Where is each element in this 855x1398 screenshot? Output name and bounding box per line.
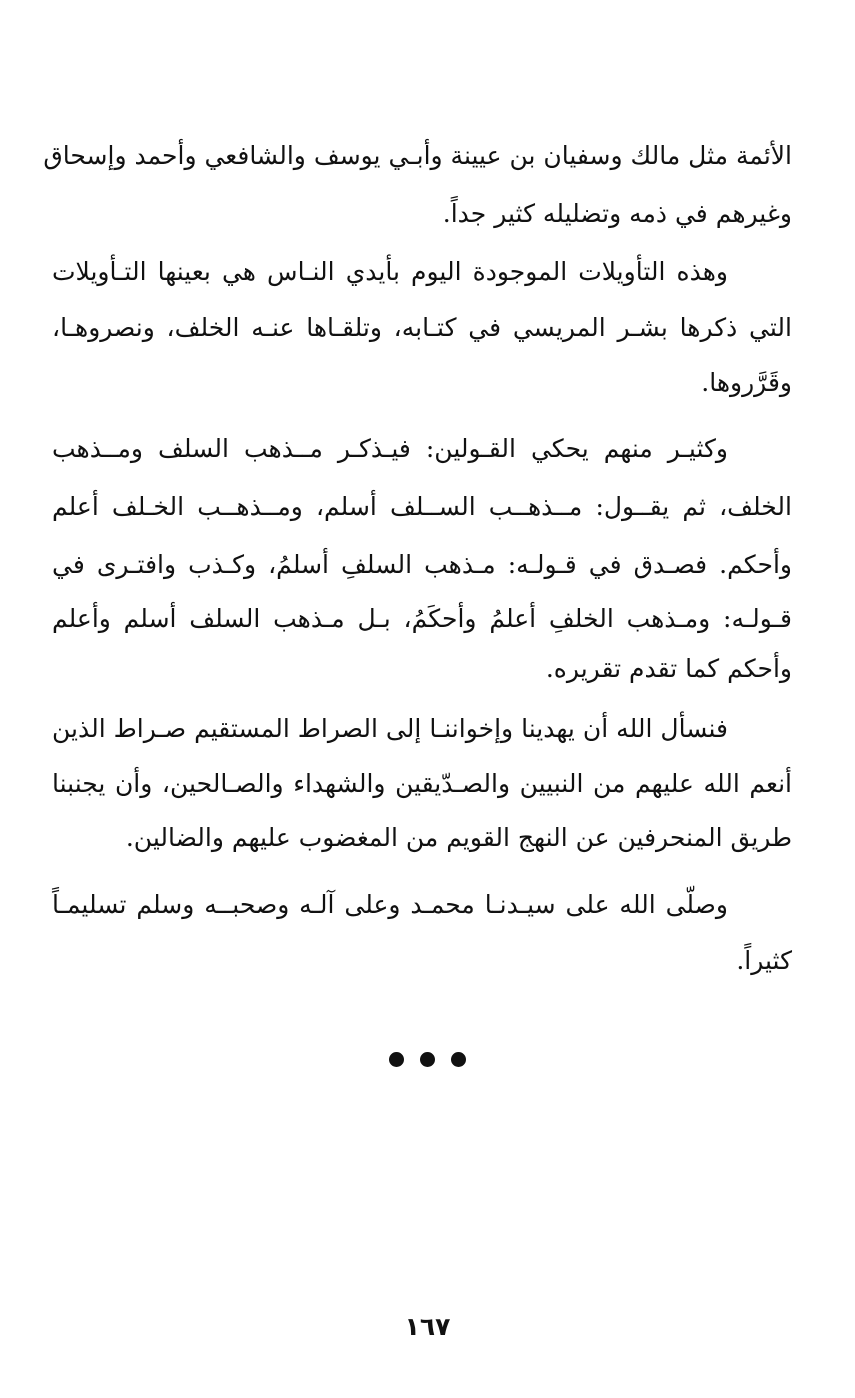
text-line: كثيراً. [736,946,792,975]
text-line: قـولـه: ومـذهب الخلفِ أعلمُ وأحكَمُ، بـل مـذهب السلف أسلم وأعلم [52,604,792,633]
text-line: وكثيـر منهم يحكي القـولين: فيـذكـر مــذهب السلف ومــذهب [52,434,728,463]
text-line: الأئمة مثل مالك وسفيان بن عيينة وأبـي يوسف والشافعي وأحمد وإسحاق [43,141,792,170]
text-line: أنعم الله عليهم من النبيين والصـدّيقين والشهداء والصـالحين، وأن يجنبنا [52,769,792,798]
page-number: ١٦٧ [404,1312,451,1341]
text-line: وقَرَّروها. [701,368,792,397]
text-line: التي ذكرها بشـر المريسي في كتـابه، وتلقـاها عنـه الخلف، ونصروهـا، [52,313,792,342]
separator-dot [389,1052,404,1067]
text-line: طريق المنحرفين عن النهج القويم من المغضوب عليهم والضالين. [125,823,792,852]
text-line: وصلّى الله على سيـدنـا محمـد وعلى آلـه وصحبــه وسلم تسليمـاً [52,890,728,919]
separator-dot [451,1052,466,1067]
text-line: وأحكم. فصـدق في قـولـه: مـذهب السلفِ أسلمُ، وكـذب وافتـرى في [52,550,792,579]
text-line: فنسأل الله أن يهدينا وإخواننـا إلى الصراط المستقيم صـراط الذين [52,714,728,743]
text-line: وغيرهم في ذمه وتضليله كثير جداً. [442,199,792,228]
section-separator [0,1044,855,1074]
text-line: الخلف، ثم يقــول: مــذهــب الســلف أسلم، ومــذهــب الخـلف أعلم [52,492,792,521]
separator-dot [420,1052,435,1067]
text-line: وأحكم كما تقدم تقريره. [545,654,792,683]
text-line: وهذه التأويلات الموجودة اليوم بأيدي النـاس هي بعينها التـأويلات [52,257,728,286]
